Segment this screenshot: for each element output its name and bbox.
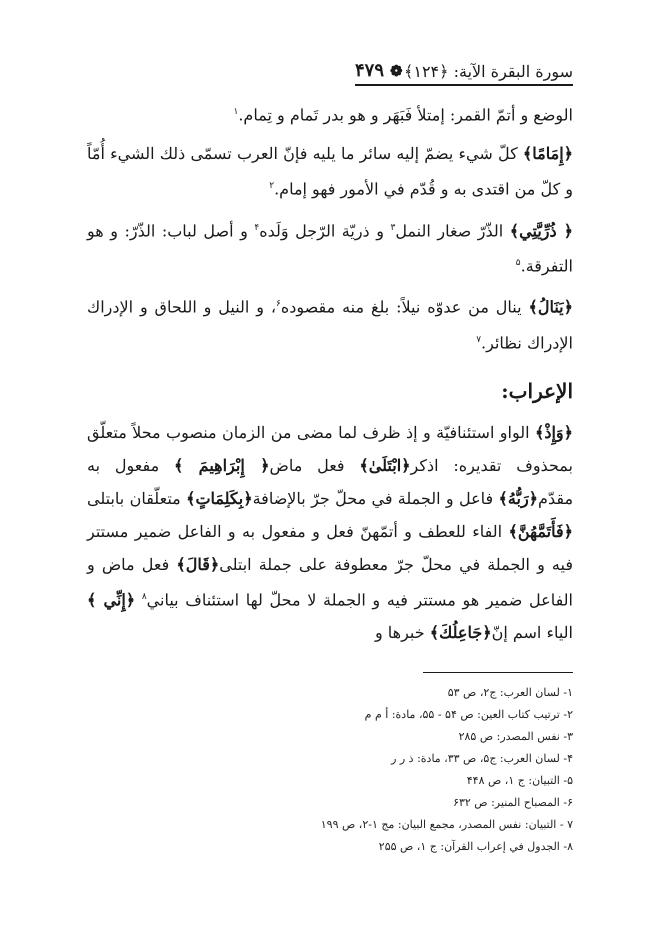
- paragraph-2: ﴿إِمَامًا﴾ كلّ شيء يضمّ إليه سائر ما يليه فإنّ العرب تسمّى ذلك الشيء أُمّاً و كلّ من اقتدى به و قُدّم في الأمور فهو إمام.$^۲$: [87, 144, 574, 199]
- quran-word: ﴿إِنِّي ﴾: [87, 590, 136, 610]
- paragraph-4: ﴿يَنَالُ﴾ ينال من عدوّه نيلاً: بلغ منه مقصوده$^۶$، و النيل و اللحاق و الإدراك الإدراك نظائر.$^۷$: [87, 297, 573, 352]
- footnote: ۷ - التبيان: نفس المصدر، مجمع البيان: مج ۱-۲، ص ۱۹۹: [320, 818, 573, 831]
- quran-word: ﴿يَنَالُ﴾: [528, 297, 573, 317]
- footnote: ۲- ترتيب كتاب العين: ص ۵۴ - ۵۵، مادة: أ م م: [364, 708, 573, 721]
- footnote: ۸- الجدول في إعراب القرآن: ج ۱، ص ۲۵۵: [378, 840, 573, 853]
- main-text: [87, 96, 573, 649]
- footnote-ref: ۸: [141, 591, 147, 602]
- quran-word: ﴿بِكَلِمَاتٍ﴾: [186, 488, 253, 508]
- footnote: ۳- نفس المصدر: ص ۲۸۵: [458, 730, 573, 743]
- quran-word: ﴿قَالَ﴾: [176, 554, 220, 574]
- quran-word: ﴿إِمَامًا﴾: [522, 144, 574, 164]
- footnote-ref: ۵: [515, 257, 521, 268]
- paragraph-3: ﴿ ذُرِّيَّتِي﴾ الذّرّ صغار النمل$^۳$ و ذريّة الرّجل وَلَده$^۴$ و أصل لباب: الذّرّ: و هو التفرقة.$^۵$: [87, 220, 574, 276]
- footnote-ref: ۴: [254, 222, 260, 233]
- quran-word: ﴿جَاعِلُكَ﴾: [429, 623, 492, 643]
- footnote: ۵- التبيان: ج ۱، ص ۴۴۸: [466, 774, 573, 787]
- footnote-ref: ۱: [233, 107, 239, 117]
- flower-ornament-icon: ❁: [390, 61, 403, 80]
- footnote: ۴- لسان العرب: ج۵، ص ۳۳، مادة: ذ ر ر: [391, 752, 573, 765]
- page-number: ۴۷۹: [355, 60, 385, 81]
- footnote: ۱- لسان العرب: ج۲، ص ۵۳: [447, 686, 573, 699]
- section-heading: الإعراب:: [501, 378, 573, 403]
- footnote-ref: ۳: [390, 222, 396, 233]
- quran-word: ﴿رَبُّهُ﴾: [498, 488, 539, 508]
- quran-word: ﴿ إِبْرَاهِيمَ ﴾: [173, 455, 270, 475]
- page-header: [355, 54, 573, 86]
- footnote-ref: ۷: [476, 334, 482, 345]
- quran-word: ﴿وَإِذْ﴾: [534, 422, 573, 442]
- quran-word: ﴿ ذُرِّيَّتِي﴾: [509, 220, 574, 240]
- paragraph-1: الوضع و أتمّ القمر: إمتلأ فَبَهَر و هو بدر تَمام و تِمام.$^۱$: [233, 105, 573, 125]
- quran-word: ﴿ابْتَلَىٰ﴾: [359, 455, 411, 475]
- footnote-separator: [423, 672, 573, 673]
- footnote-ref: ۲: [269, 181, 275, 192]
- surah-label: سورة البقرة الآية: ﴿۱۲۴﴾: [403, 62, 573, 81]
- footnote-ref: ۶: [276, 299, 281, 310]
- page-number-group: [355, 60, 403, 81]
- quran-word: ﴿فَأَتَمَّهُنَّ﴾: [508, 521, 573, 541]
- footnote: ۶- المصباح المنير: ص ۶۳۲: [453, 796, 573, 809]
- irab-paragraph: ﴿وَإِذْ﴾ الواو استئنافيّة و إذ ظرف لما مضى من الزمان منصوب محلاً متعلّق بمحذوف تقديره: اذكر﴿ابْتَلَىٰ﴾ فعل ماض﴿ إِبْرَاهِيمَ ﴾ مفعول به مقدّم﴿رَبُّهُ﴾ فاعل و الجملة في محلّ جرّ بالإضافة﴿بِكَلِمَاتٍ﴾ متعلّقان بابتلى ﴿فَأَتَمَّهُنَّ﴾ الفاء للعطف و أتمّهنّ فعل و مفعول به و الفاعل ضمير مستتر فيه و الجملة في محلّ جرّ معطوفة على جملة ابتلى﴿قَالَ﴾ فعل ماض و الفاعل ضمير هو مستتر فيه و الجملة لا محلّ لها استئناف بياني$^۸$ ﴿إِنِّي ﴾ الياء اسم إنّ﴿جَاعِلُكَ﴾ خبرها و: [87, 422, 574, 643]
- footnotes: [87, 682, 573, 858]
